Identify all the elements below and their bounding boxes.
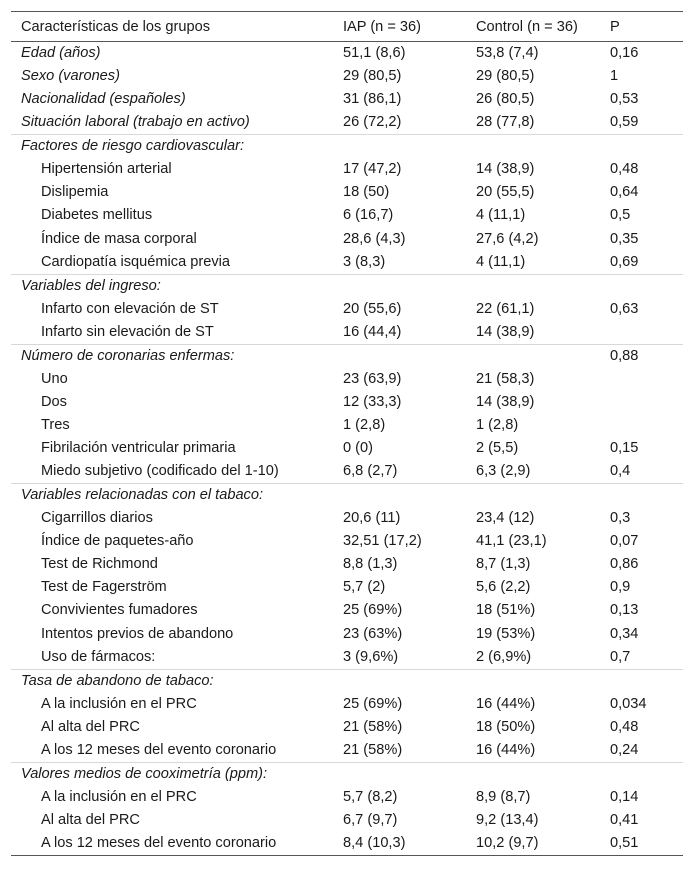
cell-iap: 18 (50) [343, 184, 390, 201]
row-label: Uno [41, 370, 68, 387]
cell-control: 2 (5,5) [476, 439, 519, 456]
table-row [11, 809, 683, 832]
cell-iap: 5,7 (8,2) [343, 788, 398, 805]
cell-control: 26 (80,5) [476, 91, 535, 108]
cell-control: 23,4 (12) [476, 510, 535, 527]
cell-iap: 17 (47,2) [343, 161, 402, 178]
cell-p-value: 0,34 [610, 625, 639, 642]
table-row [11, 576, 683, 599]
row-label: A la inclusión en el PRC [41, 788, 197, 805]
cell-p-value: 0,86 [610, 556, 639, 573]
cell-p-value: 0,14 [610, 788, 639, 805]
table-row [11, 414, 683, 437]
cell-control: 29 (80,5) [476, 68, 535, 85]
cell-control: 19 (53%) [476, 625, 536, 642]
row-label: A los 12 meses del evento coronario [41, 741, 277, 758]
cell-iap: 25 (69%) [343, 695, 403, 712]
cell-iap: 21 (58%) [343, 741, 403, 758]
cell-p-value: 0,69 [610, 253, 639, 270]
row-label: Situación laboral (trabajo en activo) [21, 114, 250, 131]
cell-iap: 23 (63,9) [343, 370, 402, 387]
table-row [11, 693, 683, 716]
cell-control: 16 (44%) [476, 695, 536, 712]
cell-control: 5,6 (2,2) [476, 579, 531, 596]
table-row [11, 786, 683, 809]
cell-iap: 8,8 (1,3) [343, 556, 398, 573]
cell-p-value: 0,034 [610, 695, 647, 712]
cell-control: 14 (38,9) [476, 323, 535, 340]
row-label: Miedo subjetivo (codificado del 1-10) [41, 463, 279, 480]
cell-p-value: 0,9 [610, 579, 631, 596]
cell-control [466, 669, 600, 693]
table-row [11, 832, 683, 856]
cell-iap [333, 274, 466, 298]
row-label: Nacionalidad (españoles) [21, 91, 186, 108]
cell-control: 18 (50%) [476, 718, 536, 735]
table-row [11, 739, 683, 763]
table-row [11, 553, 683, 576]
cell-control: 18 (51%) [476, 602, 536, 619]
cell-iap: 1 (2,8) [343, 416, 386, 433]
table-row [11, 135, 683, 159]
row-label: Fibrilación ventricular primaria [41, 439, 236, 456]
table-row [11, 460, 683, 484]
table-row [11, 42, 683, 66]
cell-control: 53,8 (7,4) [476, 45, 539, 61]
table-row [11, 88, 683, 111]
table-container [11, 11, 683, 856]
cell-iap: 21 (58%) [343, 718, 403, 735]
cell-iap: 20,6 (11) [343, 510, 401, 527]
cell-control: 6,3 (2,9) [476, 463, 531, 480]
cell-p-value [600, 391, 683, 414]
cell-p-value: 0,4 [610, 463, 631, 480]
row-label: A la inclusión en el PRC [41, 695, 197, 712]
cell-control: 14 (38,9) [476, 161, 535, 178]
cell-iap: 26 (72,2) [343, 114, 402, 131]
cell-p-value [600, 368, 683, 391]
cell-control: 4 (11,1) [476, 207, 526, 224]
row-label: Infarto con elevación de ST [41, 300, 219, 317]
cell-control: 14 (38,9) [476, 393, 535, 410]
cell-p-value: 0,15 [610, 439, 639, 456]
cell-control: 28 (77,8) [476, 114, 535, 131]
row-label: Índice de paquetes-año [41, 533, 194, 550]
cell-iap: 5,7 (2) [343, 579, 386, 596]
row-label: Hipertensión arterial [41, 161, 172, 178]
cell-iap [333, 484, 466, 508]
cell-control: 41,1 (23,1) [476, 533, 547, 550]
cell-p-value [600, 274, 683, 298]
cell-p-value: 0,51 [600, 832, 683, 856]
table-row [11, 227, 683, 250]
table-row [11, 391, 683, 414]
cell-p-value: 0,16 [610, 45, 639, 61]
cell-iap: 25 (69%) [343, 602, 403, 619]
cell-p-value: 0,88 [600, 344, 683, 368]
cell-iap [333, 135, 466, 159]
cell-p-value [600, 762, 683, 786]
row-label: Índice de masa corporal [41, 230, 197, 247]
row-label: Dislipemia [41, 184, 109, 201]
cell-iap: 16 (44,4) [343, 323, 402, 340]
cell-iap: 0 (0) [343, 439, 374, 456]
cell-iap: 8,4 (10,3) [333, 832, 466, 856]
table-row [11, 507, 683, 530]
cell-p-value: 0,48 [610, 718, 639, 735]
cell-iap: 31 (86,1) [343, 91, 402, 108]
cell-p-value: 0,7 [610, 648, 631, 665]
cell-iap [333, 762, 466, 786]
cell-control: 27,6 (4,2) [476, 230, 539, 247]
row-label: Dos [41, 393, 67, 410]
cell-p-value [600, 669, 683, 693]
table-row [11, 344, 683, 368]
table-row [11, 111, 683, 135]
cell-p-value: 0,63 [610, 300, 639, 317]
cell-iap: 3 (9,6%) [343, 648, 399, 665]
header-iap: IAP (n = 36) [333, 12, 466, 42]
row-label: Sexo (varones) [21, 68, 120, 85]
cell-iap: 51,1 (8,6) [343, 45, 406, 61]
header-row [11, 12, 683, 42]
row-label: Cardiopatía isquémica previa [41, 253, 231, 270]
table-row [11, 669, 683, 693]
cell-iap [333, 344, 466, 368]
cell-p-value [600, 135, 683, 159]
cell-control: 22 (61,1) [476, 300, 535, 317]
cell-control: 8,7 (1,3) [476, 556, 531, 573]
row-label: Al alta del PRC [41, 811, 140, 828]
table-row [11, 298, 683, 321]
table-row [11, 65, 683, 88]
table-row [11, 251, 683, 275]
table-row [11, 599, 683, 622]
cell-iap: 3 (8,3) [343, 253, 386, 270]
cell-p-value: 0,5 [610, 207, 631, 224]
cell-p-value: 1 [610, 68, 619, 85]
cell-iap: 6,8 (2,7) [343, 463, 398, 480]
table-row [11, 716, 683, 739]
cell-p-value: 0,24 [610, 741, 639, 758]
cell-p-value: 0,07 [610, 533, 639, 550]
table-row [11, 368, 683, 391]
row-label: Valores medios de cooximetría (ppm): [11, 762, 333, 786]
header-control: Control (n = 36) [466, 12, 600, 42]
row-label: A los 12 meses del evento coronario [11, 832, 333, 856]
cell-p-value: 0,59 [610, 114, 639, 131]
cell-control: 9,2 (13,4) [476, 811, 539, 828]
cell-p-value: 0,53 [610, 91, 639, 108]
row-label: Número de coronarias enfermas: [11, 344, 333, 368]
cell-p-value: 0,35 [610, 230, 639, 247]
table-row [11, 484, 683, 508]
table-header [11, 12, 683, 42]
row-label: Variables del ingreso: [11, 274, 333, 298]
cell-control: 16 (44%) [476, 741, 536, 758]
row-label: Infarto sin elevación de ST [41, 323, 214, 340]
row-label: Variables relacionadas con el tabaco: [11, 484, 333, 508]
cell-iap: 20 (55,6) [343, 300, 402, 317]
header-characteristics: Características de los grupos [11, 12, 333, 42]
row-label: Test de Richmond [41, 556, 158, 573]
row-label: Al alta del PRC [41, 718, 140, 735]
row-label: Convivientes fumadores [41, 602, 198, 619]
row-label: Diabetes mellitus [41, 207, 153, 224]
cell-p-value [600, 484, 683, 508]
cell-iap: 6,7 (9,7) [343, 811, 398, 828]
cell-control: 20 (55,5) [476, 184, 535, 201]
cell-control: 8,9 (8,7) [476, 788, 531, 805]
cell-control [466, 344, 600, 368]
table-row [11, 321, 683, 345]
table-row [11, 274, 683, 298]
cell-iap: 23 (63%) [343, 625, 403, 642]
cell-iap: 32,51 (17,2) [343, 533, 422, 550]
cell-control [466, 484, 600, 508]
cell-control: 2 (6,9%) [476, 648, 532, 665]
cell-control: 10,2 (9,7) [466, 832, 600, 856]
table-row [11, 646, 683, 670]
row-label: Tasa de abandono de tabaco: [11, 669, 333, 693]
header-p: P [600, 12, 683, 42]
cell-iap [333, 669, 466, 693]
cell-p-value: 0,41 [610, 811, 639, 828]
cell-control: 21 (58,3) [476, 370, 535, 387]
cell-iap: 29 (80,5) [343, 68, 402, 85]
row-label: Factores de riesgo cardiovascular: [11, 135, 333, 159]
cell-iap: 6 (16,7) [343, 207, 394, 224]
table-row [11, 158, 683, 181]
row-label: Intentos previos de abandono [41, 625, 234, 642]
table-body [11, 42, 683, 856]
cell-control [466, 762, 600, 786]
row-label: Edad (años) [21, 45, 101, 61]
cell-control [466, 274, 600, 298]
table-row [11, 623, 683, 646]
table-row [11, 762, 683, 786]
row-label: Uso de fármacos: [41, 648, 156, 665]
table-row [11, 437, 683, 460]
cell-p-value [600, 321, 683, 345]
cell-iap: 12 (33,3) [343, 393, 402, 410]
cell-iap: 28,6 (4,3) [343, 230, 406, 247]
cell-control: 1 (2,8) [476, 416, 519, 433]
row-label: Test de Fagerström [41, 579, 167, 596]
table-row [11, 530, 683, 553]
row-label: Cigarrillos diarios [41, 510, 153, 527]
cell-p-value: 0,48 [610, 161, 639, 178]
cell-control: 4 (11,1) [476, 253, 526, 270]
table-row [11, 181, 683, 204]
table-row [11, 204, 683, 227]
cell-p-value: 0,13 [610, 602, 639, 619]
cell-p-value: 0,3 [610, 510, 631, 527]
cell-control [466, 135, 600, 159]
cell-p-value: 0,64 [610, 184, 639, 201]
row-label: Tres [41, 416, 70, 433]
cell-p-value [600, 414, 683, 437]
group-characteristics-table [11, 11, 683, 856]
